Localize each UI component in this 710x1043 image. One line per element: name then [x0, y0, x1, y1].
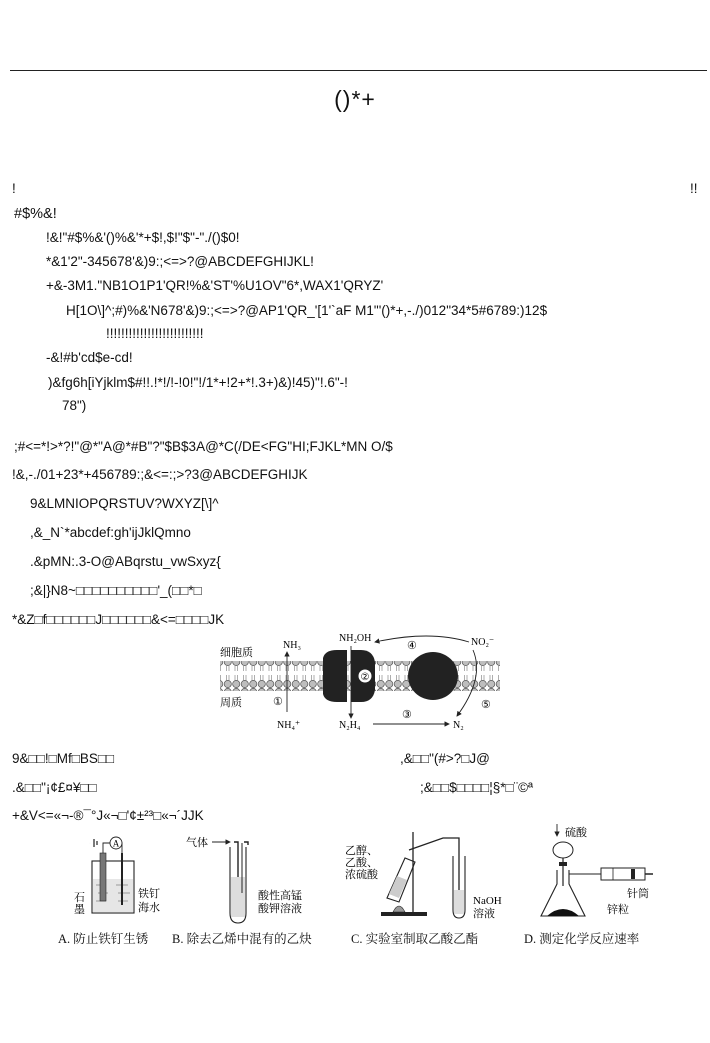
nh4-label: NH₄⁺	[277, 720, 301, 731]
caption-d: D. 测定化学反应速率	[524, 932, 640, 946]
acid-label: 硫酸	[565, 827, 587, 839]
q2-stem: *&Z□f□□□□□□J□□□□□□&<=□□□□JK	[12, 612, 225, 627]
section1-line-5: !!!!!!!!!!!!!!!!!!!!!!!!!!	[106, 326, 204, 341]
syringe-label: 针筒	[627, 888, 649, 900]
n2h4-label: N₂H₄	[339, 720, 361, 731]
apparatus-a	[60, 835, 175, 927]
step5-label: ⑤	[481, 699, 491, 711]
naoh-label: NaOH	[473, 895, 502, 907]
dropping-funnel	[553, 842, 573, 858]
step2-label: ②	[360, 672, 370, 683]
q2-option-b: ,&□□"(#>?□J@	[400, 751, 490, 766]
protein-left-half	[323, 650, 347, 702]
section1-line-4: H[1O\]^;#)%&'N678'&)9:;<=>?@AP1'QR_'[1'`aF M1"'()*+,-./)012"34*5#6789:)12$	[66, 303, 548, 318]
section2-intro: ;#<=*!>*?!"@*"A@*#B"?"$B$3A@*C(/DE<FG"HI;FJKL*MN O/$	[14, 439, 393, 454]
page-title: ()*+	[334, 86, 376, 112]
graphite-label-2: 墨	[74, 904, 85, 916]
q3-stem: +&V<=«¬-®¯°J«¬□'¢±²³□«¬´JJK	[12, 808, 204, 823]
caption-c: C. 实验室制取乙酸乙酯	[351, 932, 479, 946]
periplasm-label: 周质	[220, 697, 242, 709]
section1-line-2: *&1'2"-345678'&)9:;<=>?@ABCDEFGHIJKL!	[46, 254, 314, 269]
section1-line-8: 78")	[62, 398, 87, 413]
top-rule	[10, 70, 707, 71]
syringe	[601, 868, 645, 880]
section1-heading: #$%&!	[14, 206, 57, 222]
cytoplasm-label: 细胞质	[220, 647, 253, 659]
seawater-label: 海水	[138, 902, 160, 914]
burner-flame	[393, 906, 405, 912]
step3-label: ③	[402, 709, 412, 721]
q1-option-b: ,&_N`*abcdef:gh'ijJklQmno	[30, 525, 191, 540]
nh3-label: NH₃	[283, 640, 301, 651]
step4-label: ④	[407, 640, 417, 652]
zinc-pellets	[547, 909, 579, 916]
step1-label: ①	[273, 696, 283, 708]
caption-b: B. 除去乙烯中混有的乙炔	[172, 932, 312, 946]
kmno4-label-2: 酸钾溶液	[258, 903, 302, 915]
iron-nail-label: 铁钉	[138, 888, 160, 900]
apparatus-d	[535, 822, 665, 927]
stand-base	[381, 912, 427, 916]
caption-a: A. 防止铁钉生锈	[58, 932, 149, 946]
cell-diagram	[215, 628, 505, 738]
q1-option-c: .&pMN:.3-O@ABqrstu_vwSxyz{	[30, 554, 221, 569]
apparatus-b	[180, 833, 310, 927]
ammeter-label: A	[112, 838, 120, 849]
seawater	[93, 879, 133, 912]
gas-label: 气体	[186, 837, 208, 849]
q1-option-d: ;&|}N8~□□□□□□□□□□'_(□□*□	[30, 583, 202, 598]
zinc-label: 锌粒	[607, 904, 629, 916]
delivery-tube	[409, 838, 459, 898]
q1-stem: !&,-./01+23*+456789:;&<=:;>?3@ABCDEFGHIJK	[12, 467, 308, 482]
acetic-acid-label: 乙酸、	[345, 857, 378, 869]
q2-option-a: 9&□□!□Mf□BS□□	[12, 751, 115, 766]
section1-line-1: !&!"#$%&'()%&'*+$!,$!"$"-"./()$0!	[46, 230, 240, 245]
section1-line-3: +&-3M1."NB1O1P1'QR!%&'ST'%U1OV"6*,WAX1'QRYZ'	[46, 278, 384, 293]
no2-label: NO₂⁻	[471, 637, 495, 648]
nh2oh-label: NH₂OH	[339, 633, 372, 644]
left-mark: !	[12, 181, 16, 196]
arrow-no2-to-nh2oh	[375, 636, 469, 642]
graphite-label-1: 石	[74, 892, 85, 904]
graphite-rod	[100, 853, 106, 901]
kmno4-label-1: 酸性高锰	[258, 890, 302, 902]
solution-label: 溶液	[473, 908, 495, 920]
sulfuric-acid-label: 浓硫酸	[345, 869, 378, 881]
ethanol-label: 乙醇、	[345, 845, 378, 857]
q1-option-a: 9&LMNIOPQRSTUV?WXYZ[\]^	[30, 496, 219, 511]
n2-label: N₂	[453, 720, 464, 731]
apparatus-c	[345, 828, 510, 927]
q2-option-d: ;&□□$□□□□¦§*□¨©ª	[420, 780, 534, 795]
section1-line-6: -&!#b'cd$e-cd!	[46, 350, 133, 365]
section1-line-7: )&fg6h[iYjklm$#!!.!*!/!-!0!"!/1*+!2+*!.3+)&)!45)"!.6"-!	[48, 375, 348, 390]
q2-option-c: .&□□"¡¢£¤¥□□	[12, 780, 97, 795]
protein-large	[408, 652, 458, 700]
right-mark: !!	[690, 181, 698, 196]
